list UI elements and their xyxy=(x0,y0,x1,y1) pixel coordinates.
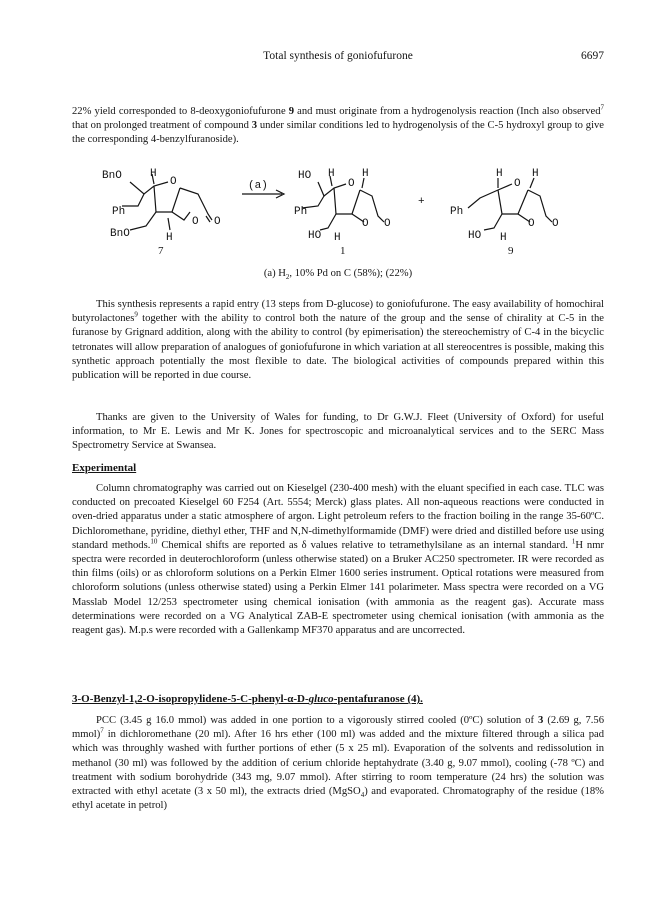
o-carbonyl-label-9: O xyxy=(552,218,559,230)
h-label-9b: H xyxy=(532,168,539,180)
discussion-paragraph: This synthesis represents a rapid entry (13 steps from D-glucose) to goniofufurone. The easy availability of homochiral butyrolactones$^9$ together with the ability to control both the nature of the group and the sense of chirality at C-5 in the furanose by Grignard addition, along with the ability to control (by epimerisation) the stereochemistry of C-4 in the bicyclic tetronates will allow preparation of analogues of goniofufurone in which variation at all stereocentres is possible, making this synthetic approach potentially the most flexible to date. The biological activities of compounds prepared within this publication will be reported in due course. xyxy=(72,299,604,382)
o-ring-label-9: O xyxy=(514,178,521,190)
experimental-heading: Experimental xyxy=(72,462,137,474)
page-number: 6697 xyxy=(581,50,604,62)
h-label: H xyxy=(150,168,157,180)
ph-label: Ph xyxy=(112,206,126,218)
compound-1-number: 1 xyxy=(340,245,346,256)
ho-label-top: HO xyxy=(298,170,312,182)
reaction-scheme xyxy=(72,168,604,256)
scheme-drawing xyxy=(72,168,604,256)
compound-4-heading: 3-O-Benzyl-1,2-O-isopropylidene-5-C-phenyl-α-D-gluco-pentafuranose (4). xyxy=(72,693,423,705)
ph-label-1: Ph xyxy=(294,206,308,218)
o-lactone-label-9: O xyxy=(528,218,535,230)
o-ring-label-1: O xyxy=(348,178,355,190)
h-label-9a: H xyxy=(496,168,503,180)
experimental-paragraph: Column chromatography was carried out on Kieselgel (230-400 mesh) with the eluant specified in each case. TLC was conducted on precoated Kieselgel 60 F254 (Art. 5554; Merck) glass plates. All non-aqueous reactions were conducted in oven-dried apparatus under a static atmosphere of argon. Light petroleum refers to the fraction boiling in the range 35-60ºC. Dichloromethane, pyridine, diethyl ether, THF and N,N-dimethylformamide (DMF) were dried and distilled before use using standard methods.$^{10}$ Chemical shifts are reported as δ values relative to tetramethylsilane as an internal standard. $^1$H nmr spectra were recorded in deuterochloroform (unless otherwise stated) on a Bruker AC250 spectrometer. IR were recorded as thin films (oils) or as chloroform solutions on a Perkin Elmer 1600 series instrument. Optical rotations were measured from chloroform solutions (unless otherwise stated) using a Perkin Elmer 141 polarimeter. Mass spectra were recorded on a VG Masslab Model 12/253 spectrometer using chemical ionisation (with ammonia as the reagent gas). Accurate mass determinations were recorded on a VG Analytical ZAB-E spectrometer using chemical ionisation (with ammonia as the reagent gas). M.p.s were recorded with a Gallenkamp MF370 apparatus and are uncorrected. xyxy=(72,483,604,637)
scheme-caption: (a) $H_2$, 10% Pd on C (58%); (22%) xyxy=(263,268,413,282)
o-ring-label: O xyxy=(170,176,177,188)
ph-label-9: Ph xyxy=(450,206,464,218)
h-label-1b: H xyxy=(362,168,369,180)
o-lactone-label: O xyxy=(192,216,199,228)
compound-4-paragraph: PCC (3.45 g 16.0 mmol) was added in one portion to a vigorously stirred cooled (0ºC) solution of 3 (2.69 g, 7.56 mmol)$^7$ in dichloromethane (20 ml). After 16 hrs ether (100 ml) was added and the mixture filtered through a silica pad which was throughly washed with further portions of ether (5 x 25 ml). Evaporation of the solvents and redissolution in methanol (30 ml) was followed by the addition of cerium chloride heptahydrate (3.40 g, 9.07 mmol), cooling (-78 ºC) and treatment with sodium borohydride (343 mg, 9.07 mmol). After stirring to room temperature (24 hrs) the solution was extracted with ethyl acetate (3 x 50 ml), the extracts dried (MgSO$_4$) and evaporated. Chromatography of the residue (18% ethyl acetate in petrol) xyxy=(72,715,604,812)
intro-paragraph: 22% yield corresponded to 8-deoxygoniofufurone 9 and must originate from a hydrogenolysis reaction (Inch also observed$^7$ that on prolonged treatment of compound 3 under similar conditions led to hydrogenolysis of the C-5 hydroxyl group to give the corresponding 4-benzylfuranoside). xyxy=(72,103,605,146)
structure-9 xyxy=(450,168,559,244)
plus-sign: + xyxy=(418,196,425,208)
ho-label-bottom: HO xyxy=(308,230,322,242)
acknowledgements-paragraph: Thanks are given to the University of Wales for funding, to Dr G.W.J. Fleet (University of Oxford) for useful information, to Mr E. Lewis and Mr K. Jones for spectroscopic and microanalytical services and to the SERC Mass Spectrometry Service at Swansea. xyxy=(72,412,604,452)
bno-label-top: BnO xyxy=(102,170,122,182)
o-carbonyl-label: O xyxy=(214,216,221,228)
structure-7 xyxy=(102,168,221,244)
running-header xyxy=(72,50,604,66)
h-label-1a: H xyxy=(328,168,335,180)
structure-1 xyxy=(294,168,391,244)
bno-label-bottom: BnO xyxy=(110,228,130,240)
arrow-label: (a) xyxy=(248,180,268,192)
o-carbonyl-label-1: O xyxy=(384,218,391,230)
h-label-1c: H xyxy=(334,232,341,244)
reaction-arrow xyxy=(242,180,284,198)
o-lactone-label-1: O xyxy=(362,218,369,230)
compound-7-number: 7 xyxy=(158,245,164,256)
compound-9-number: 9 xyxy=(508,245,514,256)
running-title: Total synthesis of goniofufurone xyxy=(263,50,413,62)
h-label-9c: H xyxy=(500,232,507,244)
ho-label-9: HO xyxy=(468,230,482,242)
h-label-bottom: H xyxy=(166,232,173,244)
